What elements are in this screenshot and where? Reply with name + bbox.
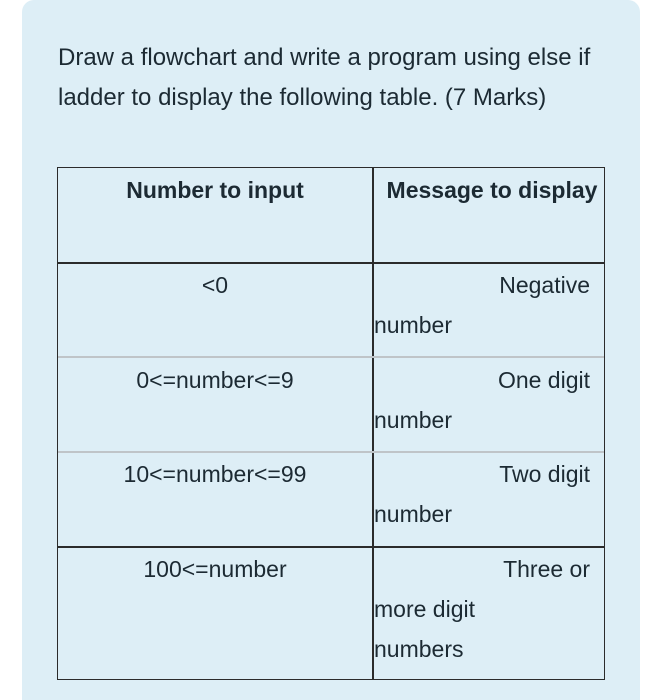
table-row-1-message bbox=[374, 265, 606, 345]
row-divider bbox=[58, 356, 604, 358]
header-number-to-input: Number to input bbox=[126, 177, 304, 203]
message-line: number bbox=[374, 312, 452, 338]
message-line: number bbox=[374, 407, 452, 433]
message-line: Three or bbox=[503, 556, 590, 582]
question-card bbox=[22, 0, 640, 700]
table-row-2-message bbox=[374, 360, 606, 440]
data-table bbox=[57, 167, 605, 680]
row-divider bbox=[58, 546, 604, 548]
message-line: numbers bbox=[374, 636, 464, 662]
message-line: Two digit bbox=[499, 461, 590, 487]
table-row-4-input: 100<=number bbox=[143, 556, 287, 582]
message-line: number bbox=[374, 501, 452, 527]
table-row-3-message bbox=[374, 454, 606, 534]
message-line: Negative bbox=[499, 272, 590, 298]
header-divider bbox=[58, 262, 604, 264]
table-row-1-input: <0 bbox=[201, 272, 229, 298]
message-line: more digit bbox=[374, 596, 475, 622]
row-divider bbox=[58, 451, 604, 453]
header-message-to-display: Message to display bbox=[386, 177, 598, 203]
question-text: Draw a flowchart and write a program using else if ladder to display the following table. (7 Marks) bbox=[58, 44, 591, 111]
table-row-3-input: 10<=number<=99 bbox=[123, 461, 307, 487]
table-row-4-message bbox=[374, 549, 606, 669]
table-row-2-input: 0<=number<=9 bbox=[136, 367, 294, 393]
message-line: One digit bbox=[497, 367, 590, 393]
